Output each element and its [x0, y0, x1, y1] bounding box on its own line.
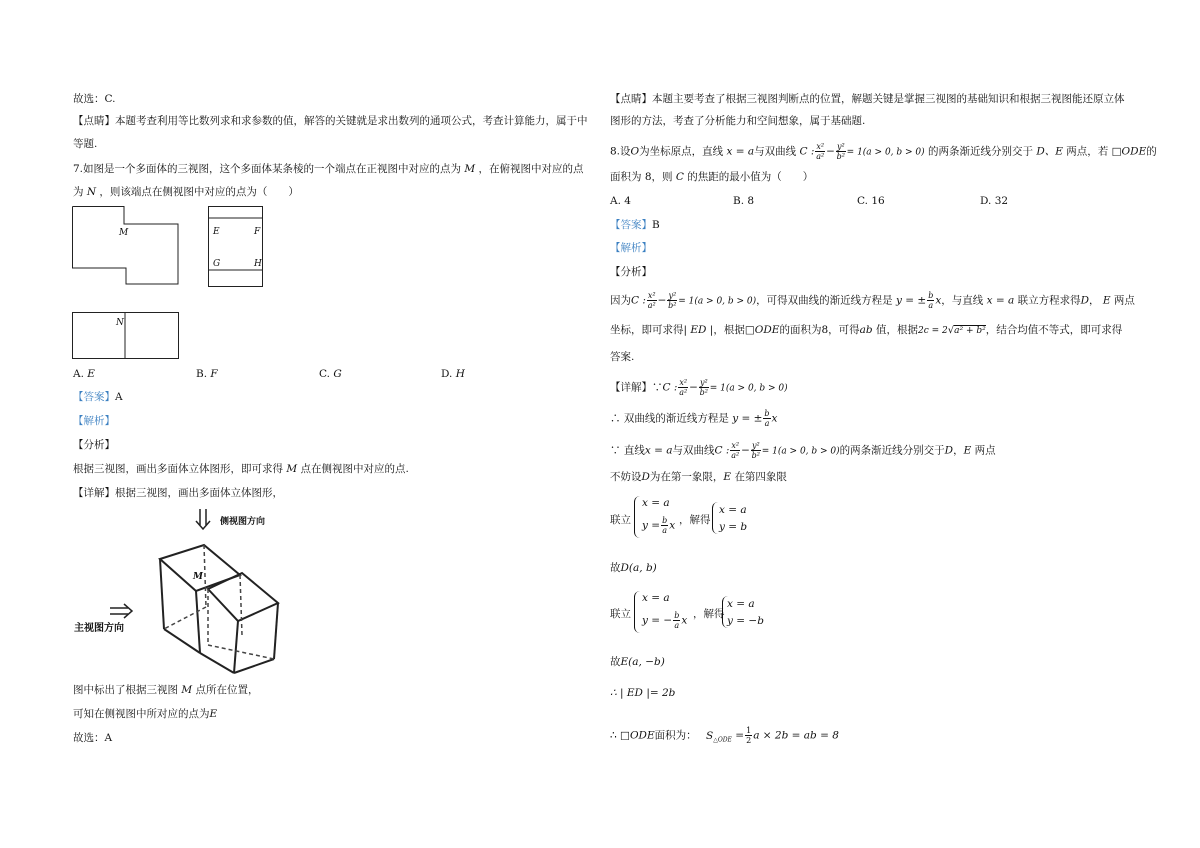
- conclusion-line: 故选：C.: [73, 93, 116, 105]
- side-view-label-h: H: [254, 259, 262, 269]
- front-view-label-m: M: [119, 228, 129, 238]
- fenxi-line-2: 坐标，即可求得| ED |，根据□ODE的面积为8，可得ab 值，根据2c = 2√a² + b²，结合均值不等式，即可求得: [610, 324, 1123, 336]
- front-view-diagram: [72, 206, 182, 286]
- detail-line-3: ∵ 直线x = a与双曲线C : $\frac{\text{x²}}{\text{a²}}$ − $\frac{\text{y²}}{\text{b²}}$ = 1(a > 0, b > 0)的两条渐近线分别交于D，E 两点: [610, 441, 996, 460]
- side-view-label-f: F: [254, 227, 261, 237]
- option-a[interactable]: A. E: [73, 368, 95, 380]
- point-d-line: 故D(a, b): [610, 562, 657, 574]
- detail-line-4: 不妨设D为在第一象限，E 在第四象限: [610, 471, 787, 483]
- conclusion-text-2: 可知在侧视图中所对应的点为E: [73, 708, 218, 720]
- option-b[interactable]: B. 8: [733, 195, 755, 207]
- system-2-solve-label: ，解得: [693, 608, 725, 620]
- answer-tag: 【答案】: [610, 219, 652, 231]
- question-8-line-1: 8.设O为坐标原点，直线 x = a与双曲线 C : $\frac{\text{x²}}{\text{a²}}$ − $\frac{\text{y²}}{\text{b²}}$ = 1(a > 0, b > 0) 的两条渐近线分别交于 D、E 两点，若 □ODE的: [610, 142, 1157, 161]
- option-d[interactable]: D. 32: [980, 195, 1009, 207]
- front-direction-label: 主视图方向: [74, 623, 124, 634]
- option-a[interactable]: A. 4: [610, 195, 631, 207]
- question-7-line-1: 7.如图是一个多面体的三视图，这个多面体某条棱的一个端点在正视图中对应的点为 M ，在俯视图中对应的点: [73, 163, 584, 175]
- remark-line-1: 【点睛】本题主要考查了根据三视图判断点的位置，解题关键是掌握三视图的基础知识和根据三视图能还原立体: [610, 93, 1125, 105]
- area-line: ∴ □ODE面积为： $S_{\triangle ODE}$ = $\frac{1}{2}$ a × 2b = ab = 8: [610, 726, 839, 745]
- top-view-diagram: [72, 312, 182, 360]
- fenxi-line-1: 因为C : $\frac{\text{x²}}{\text{a²}}$ − $\frac{\text{y²}}{\text{b²}}$ = 1(a > 0, b > 0)，可得双曲线的渐近线方程是 y = ± $\frac{b}{a}$ x，与直线 x = a 联立方程求得D， E 两点: [610, 291, 1135, 310]
- side-view-label-g: G: [213, 259, 221, 269]
- system-1-eq-2: y = $\frac{b}{a}$ x: [642, 516, 676, 535]
- system-2-eq-1: x = a: [642, 592, 670, 604]
- solution-2-eq-1: x = a: [727, 598, 755, 610]
- remark-line-2: 等题.: [73, 138, 98, 150]
- solution-2-eq-2: y = −b: [727, 615, 764, 627]
- system-1-label: 联立: [610, 514, 631, 526]
- analysis-tag: 【解析】: [610, 242, 652, 254]
- point-e-line: 故E(a, −b): [610, 656, 665, 668]
- solid-figure-diagram: [108, 505, 288, 675]
- answer-line: 【答案】B: [610, 219, 660, 231]
- system-1-eq-1: x = a: [642, 497, 670, 509]
- remark-line-1: 【点睛】本题考查利用等比数列求和求参数的值，解答的关键就是求出数列的通项公式，考查计算能力，属于中: [73, 115, 588, 127]
- fenxi-line-3: 答案.: [610, 351, 635, 363]
- solution-1-eq-1: x = a: [719, 504, 747, 516]
- option-d[interactable]: D. H: [441, 368, 465, 380]
- fenxi-heading: 【分析】: [610, 266, 652, 278]
- detail-line: 【详解】根据三视图，画出多面体立体图形，: [73, 487, 283, 499]
- solution-1-brace: [712, 502, 718, 534]
- option-c[interactable]: C. G: [319, 368, 342, 380]
- conclusion-text-1: 图中标出了根据三视图 M 点所在位置，: [73, 684, 259, 696]
- question-7-line-2: 为 N ，则该端点在侧视图中对应的点为（ ）: [73, 186, 299, 198]
- ed-length-line: ∴ | ED |= 2b: [610, 687, 676, 699]
- side-view-label-e: E: [213, 227, 220, 237]
- answer-tag: 【答案】: [73, 391, 115, 403]
- answer-line: 【答案】A: [73, 391, 123, 403]
- system-2-label: 联立: [610, 608, 631, 620]
- conclusion-text-3: 故选：A: [73, 732, 113, 744]
- system-2-eq-2: y = − $\frac{b}{a}$ x: [642, 611, 688, 630]
- solution-1-eq-2: y = b: [719, 521, 748, 533]
- question-8-line-2: 面积为 8，则 C 的焦距的最小值为（ ）: [610, 171, 814, 183]
- remark-line-2: 图形的方法，考查了分析能力和空间想象，属于基础题.: [610, 115, 866, 127]
- detail-line-1: 【详解】∵C : $\frac{\text{x²}}{\text{a²}}$ − $\frac{\text{y²}}{\text{b²}}$ = 1(a > 0, b > 0): [610, 378, 788, 397]
- var-n: N: [86, 186, 97, 198]
- fenxi-text: 根据三视图，画出多面体立体图形，即可求得 M 点在侧视图中对应的点.: [73, 463, 409, 475]
- option-c[interactable]: C. 16: [857, 195, 885, 207]
- var-m: M: [464, 163, 476, 175]
- side-view-diagram: [208, 206, 266, 288]
- solid-figure-label-m: M: [193, 572, 203, 582]
- system-2-brace: [634, 591, 640, 633]
- analysis-tag: 【解析】: [73, 415, 115, 427]
- option-b[interactable]: B. F: [196, 368, 218, 380]
- detail-line-2: ∴ 双曲线的渐近线方程是 y = ± $\frac{b}{a}$ x: [610, 409, 778, 428]
- fenxi-heading: 【分析】: [73, 439, 115, 451]
- system-1-brace: [634, 496, 640, 538]
- top-view-label-n: N: [116, 318, 124, 328]
- system-1-solve-label: ，解得: [679, 514, 711, 526]
- side-direction-label: 侧视图方向: [220, 517, 266, 527]
